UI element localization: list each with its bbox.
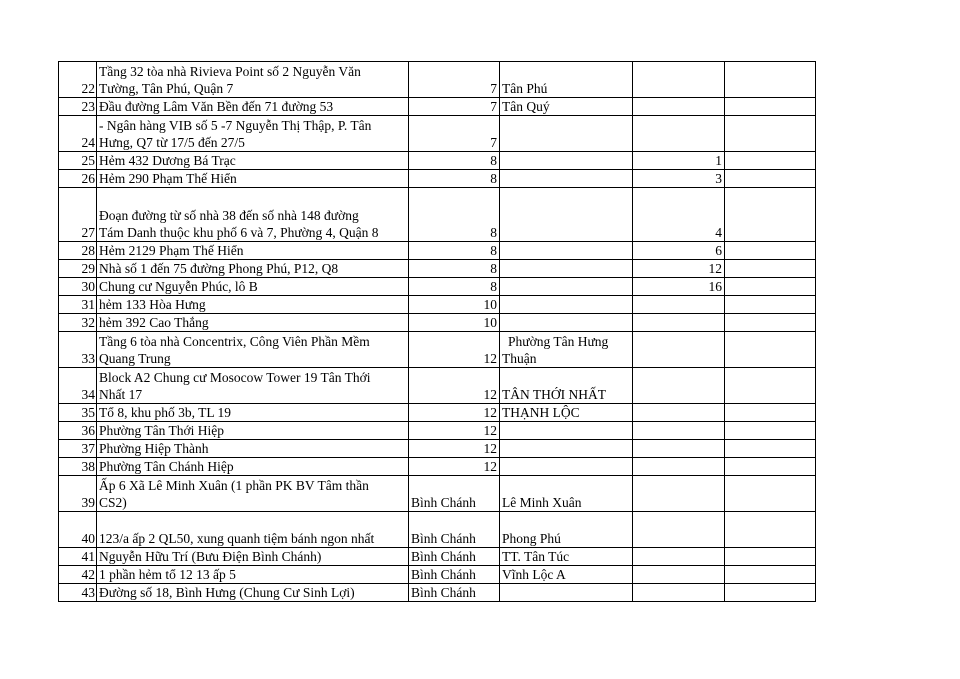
district-cell: 7 — [409, 116, 500, 152]
district-cell: Bình Chánh — [409, 512, 500, 548]
ward-cell — [500, 512, 633, 548]
row-number-cell: 36 — [59, 422, 97, 440]
district-cell: 12 — [409, 440, 500, 458]
ward-cell — [500, 368, 633, 404]
row-number-cell: 43 — [59, 584, 97, 602]
count-cell — [633, 368, 725, 404]
address-line: Tổ 8, khu phố 3b, TL 19 — [99, 405, 231, 420]
empty-cell — [725, 152, 816, 170]
row-number-cell: 34 — [59, 368, 97, 404]
empty-cell — [725, 170, 816, 188]
count-cell: 3 — [633, 170, 725, 188]
address-cell — [97, 548, 409, 566]
ward-cell — [500, 440, 633, 458]
address-line: CS2) — [99, 495, 127, 510]
count-cell — [633, 314, 725, 332]
empty-cell — [725, 296, 816, 314]
ward-cell — [500, 566, 633, 584]
address-cell — [97, 188, 409, 242]
empty-cell — [725, 314, 816, 332]
ward-cell — [500, 422, 633, 440]
address-cell — [97, 332, 409, 368]
address-line: Đoạn đường từ số nhà 38 đến số nhà 148 đường — [99, 208, 359, 223]
empty-cell — [725, 512, 816, 548]
address-line: Nguyễn Hữu Trí (Bưu Điện Bình Chánh) — [99, 549, 322, 564]
ward-cell — [500, 170, 633, 188]
empty-cell — [725, 62, 816, 98]
empty-cell — [725, 458, 816, 476]
address-line: Đường số 18, Bình Hưng (Chung Cư Sinh Lợi) — [99, 585, 355, 600]
address-cell — [97, 476, 409, 512]
row-number-cell: 42 — [59, 566, 97, 584]
row-number-cell: 24 — [59, 116, 97, 152]
row-number-cell: 35 — [59, 404, 97, 422]
table-row — [59, 476, 816, 512]
table-row — [59, 296, 816, 314]
table-row — [59, 278, 816, 296]
count-cell — [633, 98, 725, 116]
table-row — [59, 242, 816, 260]
count-cell — [633, 566, 725, 584]
table-row — [59, 584, 816, 602]
count-cell — [633, 422, 725, 440]
table-row — [59, 548, 816, 566]
address-line: Tường, Tân Phú, Quận 7 — [99, 81, 234, 96]
empty-cell — [725, 404, 816, 422]
ward-line: Lê Minh Xuân — [502, 495, 582, 510]
count-cell — [633, 440, 725, 458]
address-line: hẻm 392 Cao Thắng — [99, 315, 209, 330]
empty-cell — [725, 116, 816, 152]
address-line: Hưng, Q7 từ 17/5 đến 27/5 — [99, 135, 245, 150]
district-cell: Bình Chánh — [409, 548, 500, 566]
empty-cell — [725, 566, 816, 584]
row-number-cell: 37 — [59, 440, 97, 458]
address-line: Tầng 32 tòa nhà Rivieva Point số 2 Nguyễn Văn — [99, 64, 361, 79]
count-cell: 4 — [633, 188, 725, 242]
row-number-cell: 39 — [59, 476, 97, 512]
district-cell: 8 — [409, 260, 500, 278]
district-cell: 8 — [409, 242, 500, 260]
table-row — [59, 512, 816, 548]
ward-cell — [500, 98, 633, 116]
ward-line: Thuận — [502, 351, 537, 366]
row-number-cell: 22 — [59, 62, 97, 98]
district-cell: 8 — [409, 170, 500, 188]
count-cell — [633, 476, 725, 512]
table-row — [59, 368, 816, 404]
table-row — [59, 332, 816, 368]
row-number-cell: 40 — [59, 512, 97, 548]
count-cell — [633, 296, 725, 314]
district-cell: 12 — [409, 422, 500, 440]
address-line: - Ngân hàng VIB số 5 -7 Nguyễn Thị Thập, P. Tân — [99, 118, 372, 133]
row-number-cell: 30 — [59, 278, 97, 296]
table-row — [59, 152, 816, 170]
table-row — [59, 188, 816, 242]
ward-cell — [500, 314, 633, 332]
ward-cell — [500, 458, 633, 476]
row-number-cell: 25 — [59, 152, 97, 170]
empty-cell — [725, 98, 816, 116]
empty-cell — [725, 260, 816, 278]
empty-cell — [725, 332, 816, 368]
count-cell: 1 — [633, 152, 725, 170]
address-cell — [97, 62, 409, 98]
row-number-cell: 38 — [59, 458, 97, 476]
ward-cell — [500, 332, 633, 368]
district-cell: 8 — [409, 278, 500, 296]
address-line: Hẻm 432 Dương Bá Trạc — [99, 153, 236, 168]
count-cell — [633, 584, 725, 602]
address-line: Nhất 17 — [99, 387, 143, 402]
count-cell — [633, 458, 725, 476]
ward-line: THẠNH LỘC — [502, 405, 580, 420]
address-line: Tám Danh thuộc khu phố 6 và 7, Phường 4, Quận 8 — [99, 225, 379, 240]
district-cell: 7 — [409, 62, 500, 98]
table-row — [59, 440, 816, 458]
address-line: Nhà số 1 đến 75 đường Phong Phú, P12, Q8 — [99, 261, 339, 276]
ward-cell — [500, 296, 633, 314]
address-line: Phường Hiệp Thành — [99, 441, 209, 456]
row-number-cell: 31 — [59, 296, 97, 314]
address-cell — [97, 260, 409, 278]
address-cell — [97, 152, 409, 170]
empty-cell — [725, 476, 816, 512]
empty-cell — [725, 242, 816, 260]
address-cell — [97, 98, 409, 116]
row-number-cell: 27 — [59, 188, 97, 242]
empty-cell — [725, 422, 816, 440]
table-row — [59, 422, 816, 440]
district-cell: Bình Chánh — [409, 584, 500, 602]
count-cell — [633, 62, 725, 98]
row-number-cell: 41 — [59, 548, 97, 566]
table-body — [59, 62, 816, 602]
count-cell: 16 — [633, 278, 725, 296]
row-number-cell: 23 — [59, 98, 97, 116]
ward-line: TT. Tân Túc — [502, 549, 570, 564]
ward-cell — [500, 188, 633, 242]
empty-cell — [725, 584, 816, 602]
ward-line: TÂN THỚI NHẤT — [502, 387, 606, 402]
ward-cell — [500, 278, 633, 296]
count-cell — [633, 332, 725, 368]
ward-cell — [500, 404, 633, 422]
address-line: Block A2 Chung cư Mosocow Tower 19 Tân Thới — [99, 370, 371, 385]
address-cell — [97, 296, 409, 314]
district-cell: 7 — [409, 98, 500, 116]
count-cell — [633, 548, 725, 566]
district-cell: Bình Chánh — [409, 476, 500, 512]
count-cell: 12 — [633, 260, 725, 278]
empty-cell — [725, 368, 816, 404]
address-cell — [97, 242, 409, 260]
empty-cell — [725, 278, 816, 296]
table-row — [59, 404, 816, 422]
ward-cell — [500, 260, 633, 278]
address-line: hẻm 133 Hòa Hưng — [99, 297, 206, 312]
address-line: Tầng 6 tòa nhà Concentrix, Công Viên Phần Mềm — [99, 334, 370, 349]
ward-line: Phong Phú — [502, 531, 561, 546]
address-line: Phường Tân Thới Hiệp — [99, 423, 224, 438]
row-number-cell: 26 — [59, 170, 97, 188]
count-cell — [633, 512, 725, 548]
row-number-cell: 29 — [59, 260, 97, 278]
table-row — [59, 458, 816, 476]
district-cell: 8 — [409, 152, 500, 170]
empty-cell — [725, 188, 816, 242]
address-cell — [97, 440, 409, 458]
address-cell — [97, 404, 409, 422]
district-cell: 12 — [409, 458, 500, 476]
ward-line: Tân Quý — [502, 99, 550, 114]
district-cell: 8 — [409, 188, 500, 242]
count-cell: 6 — [633, 242, 725, 260]
address-line: Chung cư Nguyễn Phúc, lô B — [99, 279, 258, 294]
address-cell — [97, 116, 409, 152]
count-cell — [633, 116, 725, 152]
ward-cell — [500, 476, 633, 512]
ward-cell — [500, 152, 633, 170]
address-line: Quang Trung — [99, 351, 171, 366]
table-row — [59, 260, 816, 278]
table-row — [59, 566, 816, 584]
address-cell — [97, 314, 409, 332]
table-row — [59, 98, 816, 116]
count-cell — [633, 404, 725, 422]
address-cell — [97, 566, 409, 584]
address-cell — [97, 512, 409, 548]
address-line: Đầu đường Lâm Văn Bền đến 71 đường 53 — [99, 99, 334, 114]
address-cell — [97, 278, 409, 296]
table-row — [59, 116, 816, 152]
ward-line: Vĩnh Lộc A — [502, 567, 566, 582]
address-line: Ấp 6 Xã Lê Minh Xuân (1 phần PK BV Tâm thần — [99, 478, 369, 493]
address-cell — [97, 458, 409, 476]
row-number-cell: 33 — [59, 332, 97, 368]
district-cell: 12 — [409, 404, 500, 422]
empty-cell — [725, 548, 816, 566]
empty-cell — [725, 440, 816, 458]
data-table — [58, 61, 816, 602]
row-number-cell: 28 — [59, 242, 97, 260]
table-row — [59, 314, 816, 332]
address-cell — [97, 170, 409, 188]
district-cell: 12 — [409, 368, 500, 404]
address-line: 123/a ấp 2 QL50, xung quanh tiệm bánh ngon nhất — [99, 531, 375, 546]
ward-cell — [500, 548, 633, 566]
address-line: Hẻm 290 Phạm Thế Hiển — [99, 171, 237, 186]
ward-cell — [500, 116, 633, 152]
address-cell — [97, 584, 409, 602]
ward-line: Phường Tân Hưng — [508, 334, 609, 349]
address-line: Hẻm 2129 Phạm Thế Hiển — [99, 243, 244, 258]
table-row — [59, 170, 816, 188]
table-row — [59, 62, 816, 98]
district-cell: 10 — [409, 296, 500, 314]
district-cell: 12 — [409, 332, 500, 368]
ward-cell — [500, 62, 633, 98]
ward-line: Tân Phú — [502, 81, 548, 96]
ward-cell — [500, 242, 633, 260]
address-cell — [97, 422, 409, 440]
row-number-cell: 32 — [59, 314, 97, 332]
district-cell: 10 — [409, 314, 500, 332]
address-cell — [97, 368, 409, 404]
district-cell: Bình Chánh — [409, 566, 500, 584]
address-line: 1 phần hẻm tổ 12 13 ấp 5 — [99, 567, 236, 582]
ward-cell — [500, 584, 633, 602]
address-line: Phường Tân Chánh Hiệp — [99, 459, 234, 474]
